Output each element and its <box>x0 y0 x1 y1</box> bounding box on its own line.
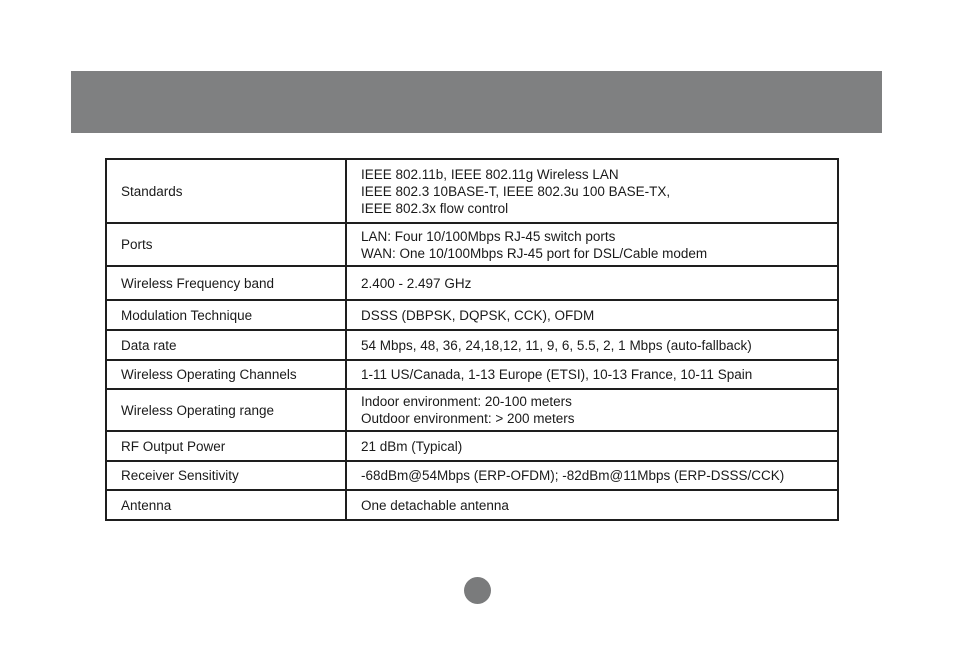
spec-row-data-rate <box>106 330 838 360</box>
spec-value <box>346 223 838 266</box>
spec-row-frequency-band <box>106 266 838 300</box>
spec-row-operating-range <box>106 389 838 431</box>
spec-value-line: 21 dBm (Typical) <box>361 438 463 454</box>
spec-value-line: Indoor environment: 20-100 meters <box>361 394 572 409</box>
spec-row-antenna <box>106 490 838 520</box>
spec-value <box>346 490 838 520</box>
spec-value <box>346 461 838 490</box>
spec-row-standards <box>106 159 838 223</box>
spec-value <box>346 360 838 389</box>
spec-row-ports <box>106 223 838 266</box>
spec-value-line: Outdoor environment: > 200 meters <box>361 411 575 426</box>
spec-label: Wireless Operating range <box>106 389 346 431</box>
spec-value <box>346 431 838 461</box>
spec-value-line: IEEE 802.3 10BASE-T, IEEE 802.3u 100 BASE-TX, <box>361 183 671 199</box>
spec-value <box>346 159 838 223</box>
spec-value-line: 54 Mbps, 48, 36, 24,18,12, 11, 9, 6, 5.5, 2, 1 Mbps (auto-fallback) <box>361 337 752 353</box>
spec-value-line: 1-11 US/Canada, 1-13 Europe (ETSI), 10-13 France, 10-11 Spain <box>361 367 753 382</box>
spec-value-line: IEEE 802.11b, IEEE 802.11g Wireless LAN <box>361 166 619 182</box>
spec-value-line: IEEE 802.3x flow control <box>361 200 509 216</box>
spec-label: Wireless Operating Channels <box>106 360 346 389</box>
spec-value <box>346 266 838 300</box>
page-marker <box>464 577 491 604</box>
spec-label: Data rate <box>106 330 346 360</box>
spec-value-line: LAN: Four 10/100Mbps RJ-45 switch ports <box>361 228 616 244</box>
spec-row-modulation <box>106 300 838 330</box>
spec-label: Receiver Sensitivity <box>106 461 346 490</box>
spec-value-line: 2.400 - 2.497 GHz <box>361 275 472 291</box>
specifications-table <box>105 158 839 521</box>
spec-label: Antenna <box>106 490 346 520</box>
spec-label: Wireless Frequency band <box>106 266 346 300</box>
spec-value <box>346 330 838 360</box>
spec-label: Ports <box>106 223 346 266</box>
spec-value-line: DSSS (DBPSK, DQPSK, CCK), OFDM <box>361 307 595 323</box>
spec-value <box>346 300 838 330</box>
spec-label: Modulation Technique <box>106 300 346 330</box>
spec-value-line: WAN: One 10/100Mbps RJ-45 port for DSL/Cable modem <box>361 245 708 261</box>
spec-row-channels <box>106 360 838 389</box>
spec-row-sensitivity <box>106 461 838 490</box>
header-band <box>71 71 882 133</box>
spec-row-rf-output <box>106 431 838 461</box>
spec-label: RF Output Power <box>106 431 346 461</box>
spec-label: Standards <box>106 159 346 223</box>
spec-value <box>346 389 838 431</box>
spec-value-line: One detachable antenna <box>361 497 509 513</box>
spec-value-line: -68dBm@54Mbps (ERP-OFDM); -82dBm@11Mbps (ERP-DSSS/CCK) <box>361 468 785 483</box>
